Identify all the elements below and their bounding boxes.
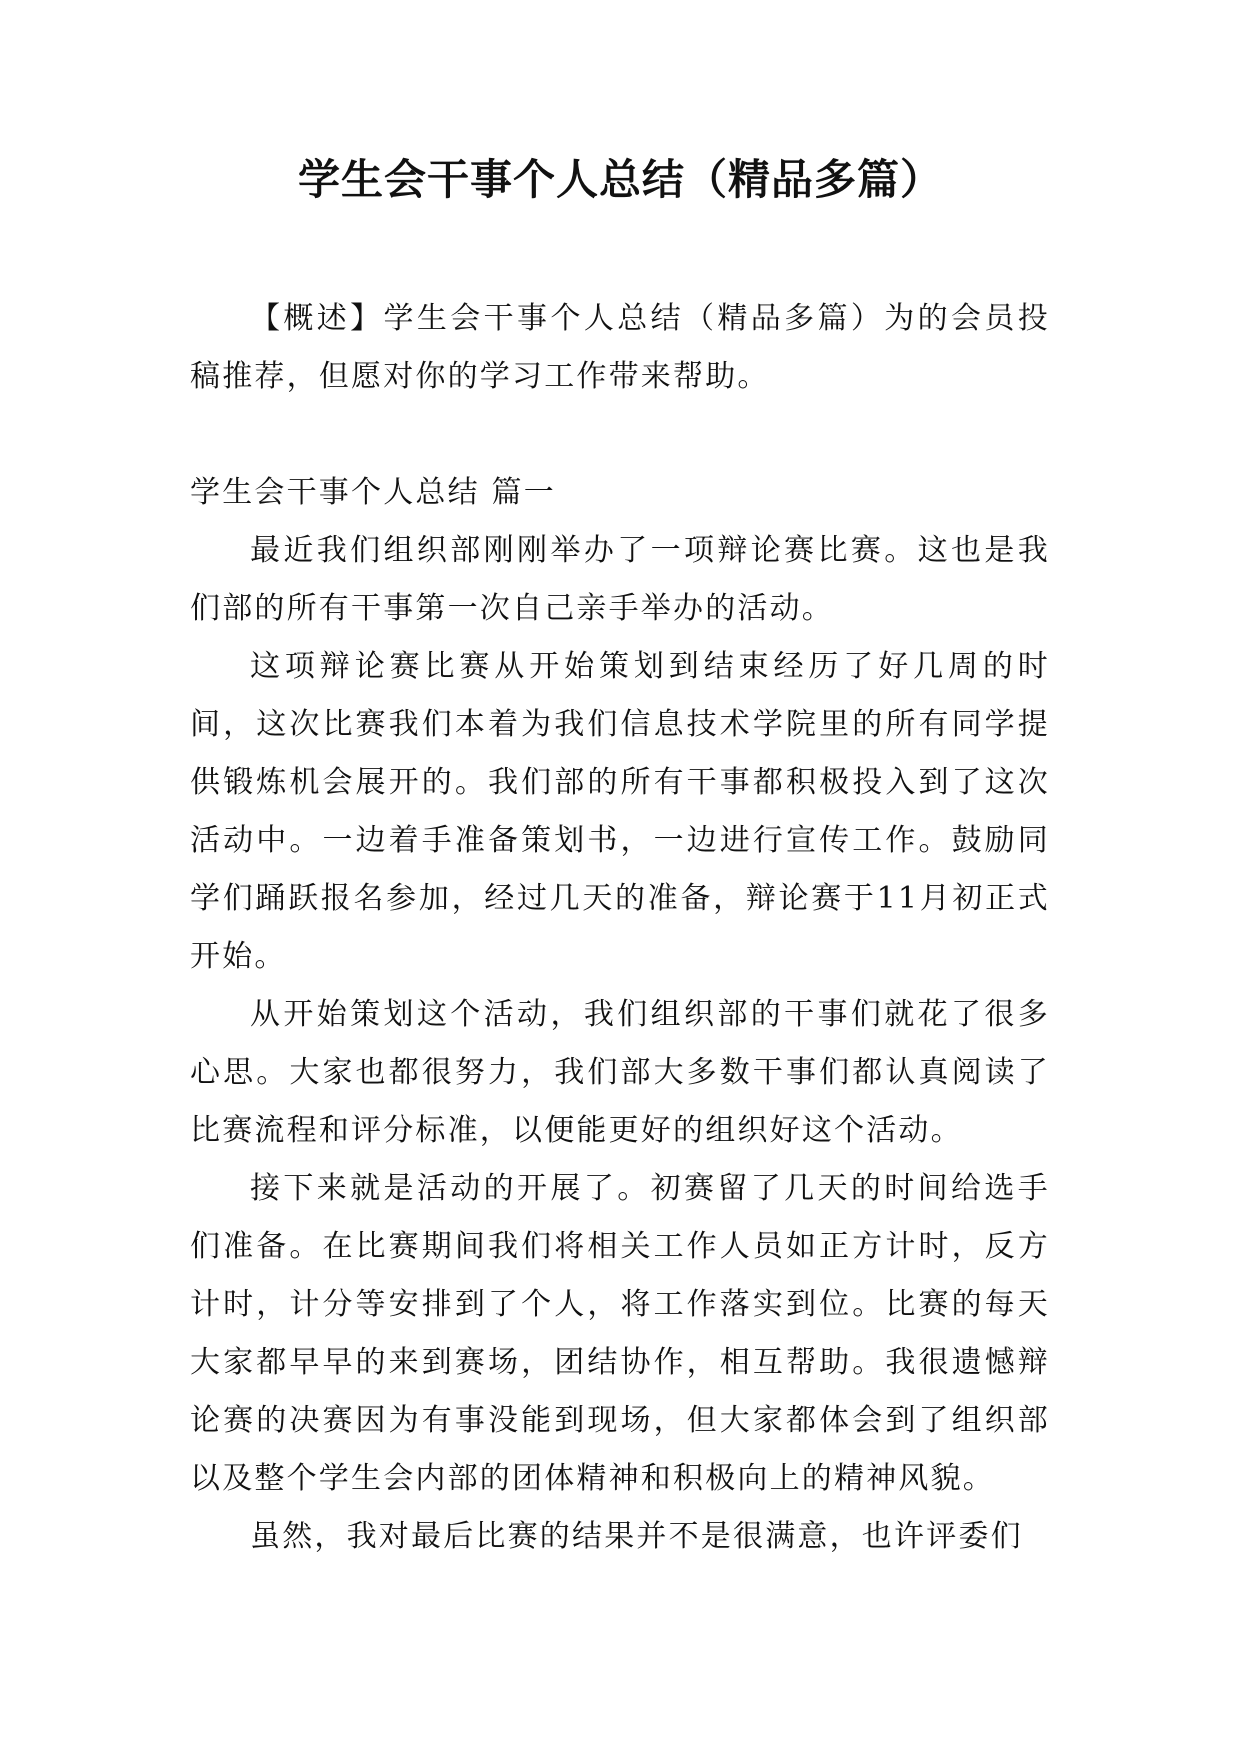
body-paragraph: 接下来就是活动的开展了。初赛留了几天的时间给选手们准备。在比赛期间我们将相关工作人员如正方计时，反方计时，计分等安排到了个人，将工作落实到位。比赛的每天大家都早早的来到赛场，团结协作，相互帮助。我很遗憾辩论赛的决赛因为有事没能到现场，但大家都体会到了组织部以及整个学生会内部的团体精神和积极向上的精神风貌。 [190, 1171, 1050, 1496]
document-body [190, 290, 1050, 1566]
document-title: 学生会干事个人总结（精品多篇） [297, 155, 943, 204]
summary-paragraph: 【概述】学生会干事个人总结（精品多篇）为的会员投稿推荐，但愿对你的学习工作带来帮助。 [190, 301, 1050, 394]
body-paragraph: 这项辩论赛比赛从开始策划到结束经历了好几周的时间，这次比赛我们本着为我们信息技术学院里的所有同学提供锻炼机会展开的。我们部的所有干事都积极投入到了这次活动中。一边着手准备策划书，一边进行宣传工作。鼓励同学们踊跃报名参加，经过几天的准备，辩论赛于11月初正式开始。 [190, 649, 1050, 974]
section-heading: 学生会干事个人总结 篇一 [190, 475, 556, 510]
body-paragraph: 虽然，我对最后比赛的结果并不是很满意，也许评委们 [250, 1519, 1023, 1554]
body-paragraph: 最近我们组织部刚刚举办了一项辩论赛比赛。这也是我们部的所有干事第一次自己亲手举办的活动。 [190, 533, 1050, 626]
body-paragraph: 从开始策划这个活动，我们组织部的干事们就花了很多心思。大家也都很努力，我们部大多数干事们都认真阅读了比赛流程和评分标准，以便能更好的组织好这个活动。 [190, 997, 1050, 1148]
